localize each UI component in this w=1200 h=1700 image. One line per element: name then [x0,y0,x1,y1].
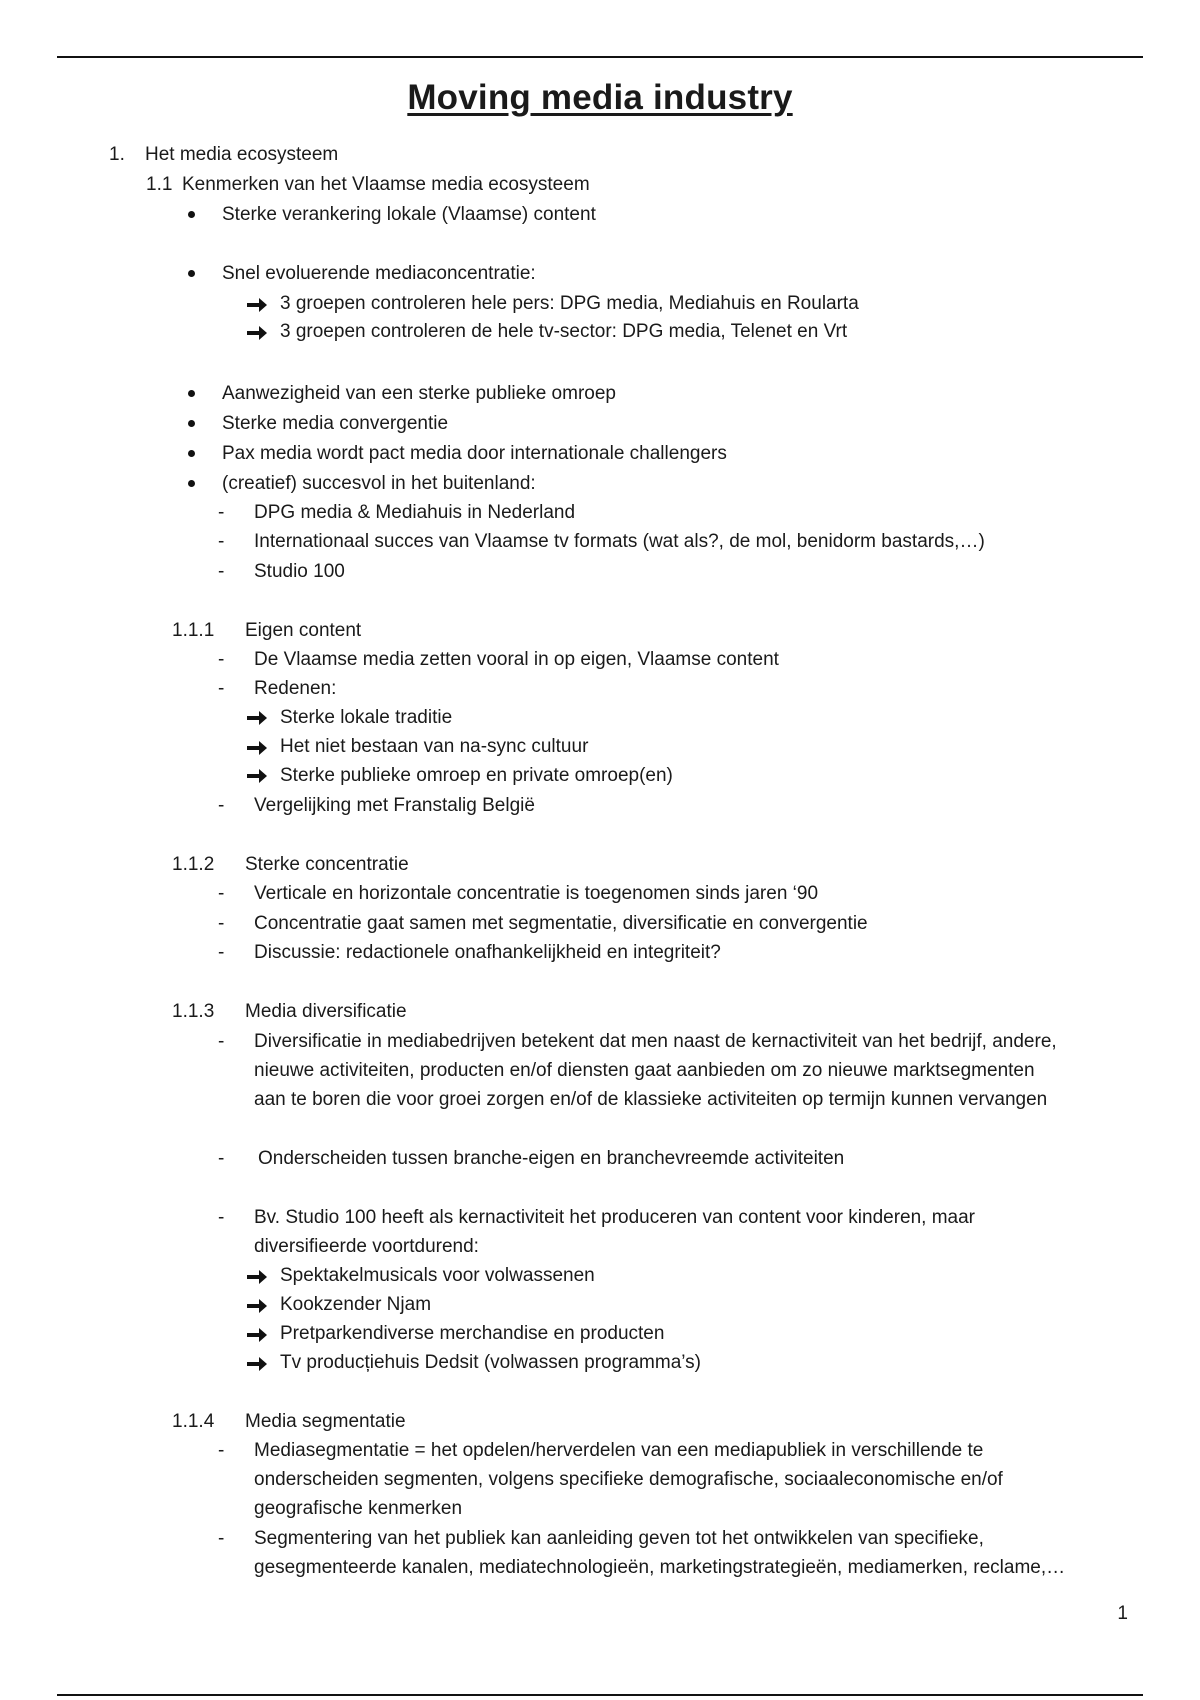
bullet-dot [188,480,195,487]
dash-marker: - [218,561,225,582]
arrow-right-icon [246,1326,268,1344]
paragraph-line: geografische kenmerken [254,1498,463,1519]
paragraph-line: Segmentering van het publiek kan aanleiding geven tot het ontwikkelen van specifieke, [254,1528,984,1549]
bullet-item: (creatief) succesvol in het buitenland: [222,473,536,494]
paragraph-line: onderscheiden segmenten, volgens specifieke demografische, sociaaleconomische en/of [254,1469,1003,1490]
arrow-right-icon [246,709,268,727]
arrow-item: 3 groepen controleren de hele tv-sector: DPG media, Telenet en Vrt [280,321,848,342]
bullet-item: Pax media wordt pact media door internationale challengers [222,443,727,464]
bullet-dot [188,450,195,457]
paragraph-line: aan te boren die voor groei zorgen en/of de klassieke activiteiten op termijn kunnen vervangen [254,1089,1048,1110]
dash-marker: - [218,942,225,963]
subsection-title: Media diversificatie [245,1001,407,1022]
dash-marker: - [218,678,225,699]
arrow-item: Sterke publieke omroep en private omroep(en) [280,765,673,786]
paragraph-line: gesegmenteerde kanalen, mediatechnologieën, marketingstrategieën, mediamerken, reclame,… [254,1557,1066,1578]
bullet-item: Sterke verankering lokale (Vlaamse) content [222,204,596,225]
dash-item: Discussie: redactionele onafhankelijkheid en integriteit? [254,942,721,963]
subsection-number: 1.1.1 [172,620,215,641]
subsection-number: 1.1.4 [172,1411,215,1432]
page-number: 1 [1117,1603,1128,1624]
subsection-title: Eigen content [245,620,362,641]
arrow-right-icon [246,1268,268,1286]
bullet-dot [188,420,195,427]
arrow-item: Kookzender Njam [280,1294,432,1315]
dash-marker: - [218,1207,225,1228]
dash-item: DPG media & Mediahuis in Nederland [254,502,576,523]
dash-item: Verticale en horizontale concentratie is toegenomen sinds jaren ‘90 [254,883,819,904]
bullet-item: Snel evoluerende mediaconcentratie: [222,263,536,284]
paragraph-line: Diversificatie in mediabedrijven betekent dat men naast de kernactiviteit van het bedrijf, andere, [254,1031,1057,1052]
section-title: Het media ecosysteem [145,144,339,165]
arrow-item: Sterke lokale traditie [280,707,453,728]
arrow-item: Pretparkendiverse merchandise en producten [280,1323,665,1344]
paragraph-line: diversifieerde voortdurend: [254,1236,479,1257]
paragraph-line: nieuwe activiteiten, producten en/of diensten gaat aanbieden om zo nieuwe marktsegmenten [254,1060,1035,1081]
dash-marker: - [218,1148,225,1169]
bullet-dot [188,211,195,218]
arrow-right-icon [246,1297,268,1315]
bullet-dot [188,390,195,397]
dash-marker: - [218,795,225,816]
dash-marker: - [218,1440,225,1461]
subsection-title: Media segmentatie [245,1411,406,1432]
dash-item: De Vlaamse media zetten vooral in op eigen, Vlaamse content [254,649,779,670]
arrow-right-icon [246,1355,268,1373]
paragraph-line: Onderscheiden tussen branche-eigen en branchevreemde activiteiten [258,1148,845,1169]
bullet-item: Aanwezigheid van een sterke publieke omroep [222,383,616,404]
arrow-item: 3 groepen controleren hele pers: DPG media, Mediahuis en Roularta [280,293,859,314]
dash-item: Concentratie gaat samen met segmentatie, diversificatie en convergentie [254,913,868,934]
subsection-number: 1.1.3 [172,1001,215,1022]
dash-marker: - [218,913,225,934]
dash-item: Studio 100 [254,561,345,582]
subsection-number: 1.1 [146,174,173,195]
arrow-item: Het niet bestaan van na-sync cultuur [280,736,589,757]
section-number: 1. [109,144,125,165]
arrow-right-icon [246,324,268,342]
arrow-item: Spektakelmusicals voor volwassenen [280,1265,595,1286]
paragraph-line: Mediasegmentatie = het opdelen/herverdelen van een mediapubliek in verschillende te [254,1440,984,1461]
subsection-number: 1.1.2 [172,854,215,875]
dash-item: Vergelijking met Franstalig België [254,795,535,816]
arrow-right-icon [246,767,268,785]
bullet-dot [188,270,195,277]
document-title: Moving media industry [407,78,793,117]
dash-marker: - [218,502,225,523]
dash-marker: - [218,649,225,670]
arrow-right-icon [246,296,268,314]
dash-item: Redenen: [254,678,337,699]
bottom-rule [57,1694,1143,1696]
dash-marker: - [218,531,225,552]
dash-item: Internationaal succes van Vlaamse tv formats (wat als?, de mol, benidorm bastards,…) [254,531,985,552]
subsection-title: Sterke concentratie [245,854,409,875]
dash-marker: - [218,1528,225,1549]
subsection-title: Kenmerken van het Vlaamse media ecosysteem [182,174,590,195]
bullet-item: Sterke media convergentie [222,413,449,434]
dash-marker: - [218,883,225,904]
dash-marker: - [218,1031,225,1052]
arrow-right-icon [246,739,268,757]
arrow-item: Tv producțiehuis Dedsit (volwassen programma’s) [280,1352,701,1373]
paragraph-line: Bv. Studio 100 heeft als kernactiviteit het produceren van content voor kinderen, maar [254,1207,976,1228]
